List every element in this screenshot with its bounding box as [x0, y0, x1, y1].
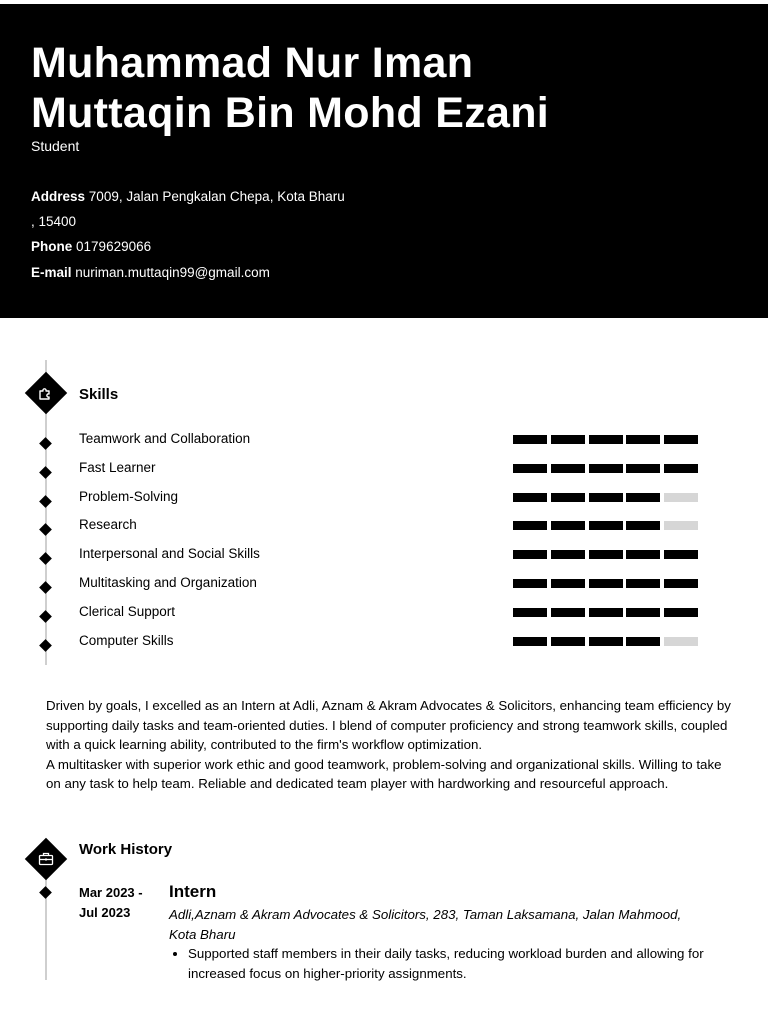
email-label: E-mail	[31, 265, 72, 280]
rating-segment-filled	[626, 493, 660, 502]
work-history-icon-badge	[25, 838, 67, 880]
skill-label: Fast Learner	[79, 459, 156, 475]
rating-segment-filled	[626, 550, 660, 559]
address-label: Address	[31, 189, 86, 204]
rating-segment-filled	[513, 464, 547, 473]
candidate-name	[31, 38, 549, 138]
skill-label: Teamwork and Collaboration	[79, 431, 251, 446]
rating-segment-filled	[664, 579, 698, 588]
skill-rating	[513, 521, 703, 530]
job-date-start: Mar 2023 -	[79, 885, 143, 900]
skill-rating	[513, 464, 703, 473]
phone-value: 0179629066	[76, 239, 152, 254]
job-dates	[79, 883, 143, 923]
email-value: nuriman.muttaqin99@gmail.com	[75, 265, 270, 280]
rating-segment-empty	[664, 493, 698, 502]
skill-label: Research	[79, 517, 137, 533]
rating-segment-filled	[551, 521, 585, 530]
summary-paragraph-1: Driven by goals, I excelled as an Intern at Adli, Aznam & Akram Advocates & Solicitors, enhancing team efficiency by supporting daily tasks and team-oriented duties. I blend of computer proficiency and strong teamwork skills, coupled with a quick learning ability, contributed to the firm's workflow optimization.	[46, 698, 731, 753]
skill-bullet	[39, 466, 52, 479]
skill-label: Clerical Support	[79, 603, 176, 619]
address-row	[31, 189, 345, 204]
skill-label: Computer Skills	[79, 632, 174, 648]
professional-summary	[46, 696, 736, 794]
skills-section-title: Skills	[79, 386, 119, 403]
phone-row	[31, 239, 151, 254]
rating-segment-filled	[513, 637, 547, 646]
briefcase-icon	[37, 850, 55, 868]
rating-segment-filled	[551, 579, 585, 588]
skill-label: Problem-Solving	[79, 488, 179, 504]
job-date-end: Jul 2023	[79, 905, 131, 920]
phone-label: Phone	[31, 239, 73, 254]
rating-segment-filled	[664, 608, 698, 617]
skill-bullet	[39, 552, 52, 565]
rating-segment-filled	[513, 521, 547, 530]
skill-rating	[513, 579, 703, 588]
job-duties-list	[169, 944, 718, 983]
rating-segment-filled	[513, 435, 547, 444]
rating-segment-filled	[513, 550, 547, 559]
job-company: Adli,Aznam & Akram Advocates & Solicitors, 283, Taman Laksamana, Jalan Mahmood, Kota Bharu	[169, 907, 682, 942]
work-history-section-title: Work History	[79, 841, 173, 858]
skill-label: Interpersonal and Social Skills	[79, 546, 260, 562]
skill-bullet	[39, 581, 52, 594]
rating-segment-filled	[551, 464, 585, 473]
rating-segment-filled	[626, 637, 660, 646]
job-title: Student	[31, 138, 80, 154]
skill-bullet	[39, 524, 52, 537]
rating-segment-filled	[551, 493, 585, 502]
job-bullet	[39, 886, 52, 899]
rating-segment-filled	[589, 464, 623, 473]
name-line-1: Muhammad Nur Iman	[31, 39, 474, 87]
rating-segment-filled	[589, 521, 623, 530]
skill-rating	[513, 550, 703, 559]
resume-header	[0, 4, 768, 318]
skills-icon-badge	[25, 372, 67, 414]
skill-bullet	[39, 610, 52, 623]
summary-paragraph-2: A multitasker with superior work ethic and good teamwork, problem-solving and organizational skills. Willing to take on any task to help team. Reliable and dedicated team player with hardworking and resourceful approach.	[46, 756, 722, 792]
address-line-2: , 15400	[31, 214, 77, 229]
rating-segment-filled	[626, 521, 660, 530]
skill-rating	[513, 608, 703, 617]
rating-segment-filled	[589, 579, 623, 588]
puzzle-icon	[37, 384, 55, 402]
rating-segment-filled	[513, 608, 547, 617]
job-position: Intern	[169, 882, 217, 901]
rating-segment-filled	[626, 435, 660, 444]
skill-bullet	[39, 437, 52, 450]
rating-segment-filled	[589, 608, 623, 617]
name-line-2: Muttaqin Bin Mohd Ezani	[31, 89, 550, 137]
address-line-1: 7009, Jalan Pengkalan Chepa, Kota Bharu	[88, 189, 345, 204]
skill-bullet	[39, 495, 52, 508]
rating-segment-filled	[513, 579, 547, 588]
rating-segment-filled	[551, 550, 585, 559]
rating-segment-filled	[626, 464, 660, 473]
rating-segment-empty	[664, 637, 698, 646]
rating-segment-filled	[664, 464, 698, 473]
rating-segment-filled	[664, 435, 698, 444]
skill-rating	[513, 435, 703, 444]
rating-segment-filled	[513, 493, 547, 502]
rating-segment-filled	[551, 608, 585, 617]
skill-rating	[513, 637, 703, 646]
skill-bullet	[39, 639, 52, 652]
rating-segment-empty	[664, 521, 698, 530]
rating-segment-filled	[664, 550, 698, 559]
skill-label: Multitasking and Organization	[79, 575, 257, 590]
rating-segment-filled	[551, 435, 585, 444]
rating-segment-filled	[589, 493, 623, 502]
rating-segment-filled	[626, 608, 660, 617]
job-duty-item: • Supported staff members in their daily tasks, reducing workload burden and allowing for increased focus on higher-priority assignments.	[188, 944, 718, 983]
skill-rating	[513, 493, 703, 502]
email-row	[31, 265, 270, 280]
rating-segment-filled	[589, 637, 623, 646]
rating-segment-filled	[626, 579, 660, 588]
rating-segment-filled	[551, 637, 585, 646]
rating-segment-filled	[589, 550, 623, 559]
rating-segment-filled	[589, 435, 623, 444]
